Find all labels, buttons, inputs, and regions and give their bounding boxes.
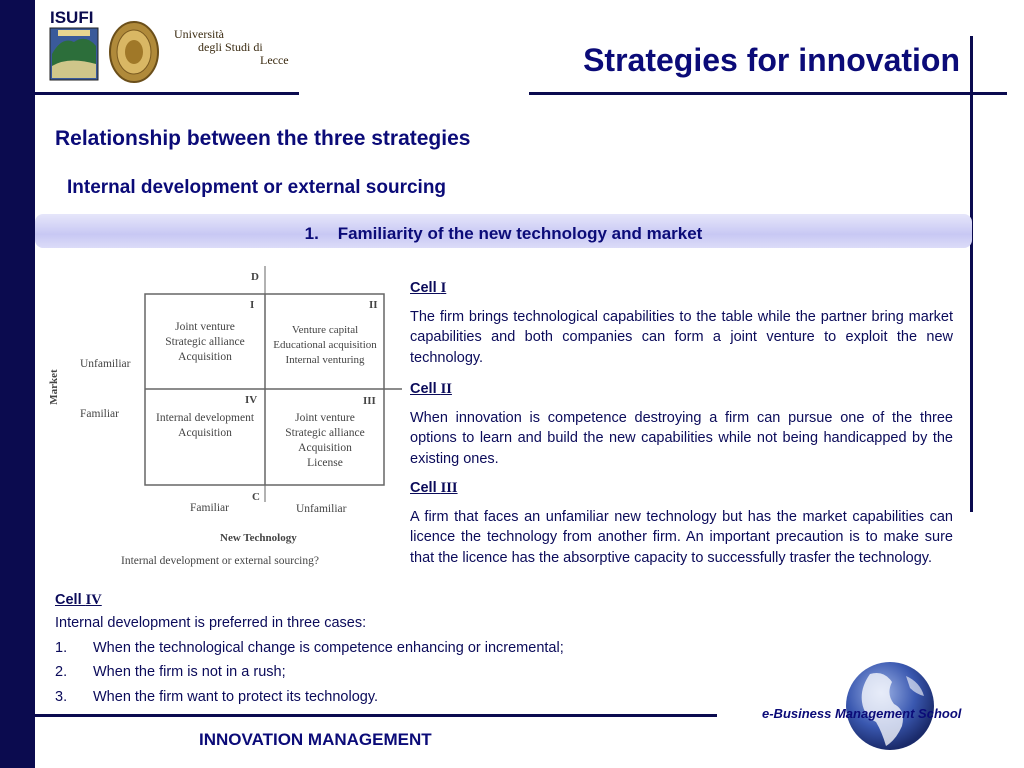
cells-description (410, 278, 953, 568)
cell-title-text: Cell (410, 280, 441, 296)
list-item-text: When the firm is not in a rush; (93, 664, 286, 680)
y-tick-unfamiliar: Unfamiliar (80, 358, 131, 370)
list-item (55, 685, 379, 710)
list-item (55, 636, 564, 661)
cell-2-line: Internal venturing (285, 354, 365, 366)
isufi-logo (48, 6, 100, 84)
cell-3-text: A firm that faces an unfamiliar new technology but has the market capabilities can licence the technology from another firm. An important precaution is to make sure that the licence has the absorptive capacity to successfully trasfer the technology. (410, 508, 953, 566)
page-title: Strategies for innovation (583, 42, 960, 78)
cell-1-title (410, 278, 953, 299)
header-rule-right (529, 92, 1007, 95)
strategy-matrix-figure (44, 266, 404, 576)
cell-title-text: Cell (410, 480, 441, 496)
cell-title-text: Cell (55, 592, 86, 608)
cell-3-title (410, 478, 953, 499)
university-line-1: Università (174, 27, 224, 41)
list-item-text: When the firm want to protect its technology. (93, 688, 379, 705)
cell-2-strategies (265, 323, 385, 368)
x-axis-label: New Technology (220, 532, 297, 544)
topic-band-number: 1. (304, 224, 319, 243)
cell-3-line: Strategic alliance (285, 427, 365, 439)
cell-number-1: I (250, 299, 255, 311)
university-line-2: degli Studi di (198, 40, 263, 54)
university-name (160, 28, 289, 67)
school-name: e-Business Management School (762, 706, 962, 721)
cell-2-text: When innovation is competence destroying a firm can pursue one of the three options to learn and build the new capabilities while not being handicapped by the existing ones. (410, 409, 953, 467)
x-tick-familiar: Familiar (190, 502, 229, 514)
left-sidebar-bar (0, 0, 35, 768)
cell-4-line: Internal development (155, 412, 255, 424)
university-line-3: Lecce (260, 53, 289, 67)
cell-title-roman: III (440, 480, 458, 496)
cell-title-roman: IV (85, 592, 102, 608)
cell-4-intro: Internal development is preferred in three cases: (55, 615, 367, 631)
x-tick-unfamiliar: Unfamiliar (296, 503, 347, 515)
list-item-number: 1. (55, 639, 68, 656)
corner-label-c: C (252, 491, 260, 503)
cell-1-text: The firm brings technological capabilities to the table while the partner bring market capabilities and both companies can form a joint venture to exploit the new technology. (410, 308, 953, 366)
corner-label-d: D (251, 271, 259, 283)
list-item-number: 2. (55, 664, 68, 680)
list-item (55, 660, 366, 685)
cell-3-line: Joint venture (295, 412, 355, 424)
cell-number-3: III (363, 395, 376, 407)
cell-4-title (55, 589, 366, 611)
vertical-rule (970, 36, 973, 512)
university-seal (108, 16, 160, 84)
cell-2-line: Educational acquisition (273, 339, 377, 351)
cell-1-line: Joint venture (175, 321, 235, 333)
cell-3-line: License (307, 457, 343, 469)
cell-4-strategies (145, 411, 265, 441)
subsection-title: Internal development or external sourcing (67, 177, 447, 198)
cell-3-strategies (265, 411, 385, 471)
y-tick-familiar: Familiar (80, 408, 119, 420)
footer-course-title: INNOVATION MANAGEMENT (199, 730, 432, 749)
list-item-number: 3. (55, 688, 68, 705)
y-axis-label: Market (48, 369, 60, 405)
cell-1-strategies (145, 320, 265, 365)
list-item-text: When the technological change is competence enhancing or incremental; (93, 639, 564, 656)
cell-4-section (55, 589, 564, 709)
cell-2-title (410, 379, 953, 400)
topic-band (35, 214, 972, 248)
section-title: Relationship between the three strategies (55, 127, 471, 150)
header-rule-left (35, 92, 299, 95)
cell-title-text: Cell (410, 381, 441, 397)
isufi-logo-text: ISUFI (50, 8, 94, 27)
topic-band-label (35, 224, 972, 244)
cell-2-line: Venture capital (291, 324, 359, 336)
cell-1-line: Acquisition (178, 351, 232, 363)
cell-3-line: Acquisition (298, 442, 352, 454)
cell-4-line: Acquisition (178, 427, 232, 439)
cell-1-line: Strategic alliance (165, 336, 245, 348)
cell-title-roman: I (440, 280, 447, 296)
topic-band-text: Familiarity of the new technology and market (337, 224, 703, 243)
cell-title-roman: II (440, 381, 452, 397)
figure-caption: Internal development or external sourcing? (121, 555, 319, 567)
cell-number-4: IV (245, 394, 258, 406)
footer-rule (35, 714, 717, 717)
cell-number-2: II (369, 299, 378, 311)
